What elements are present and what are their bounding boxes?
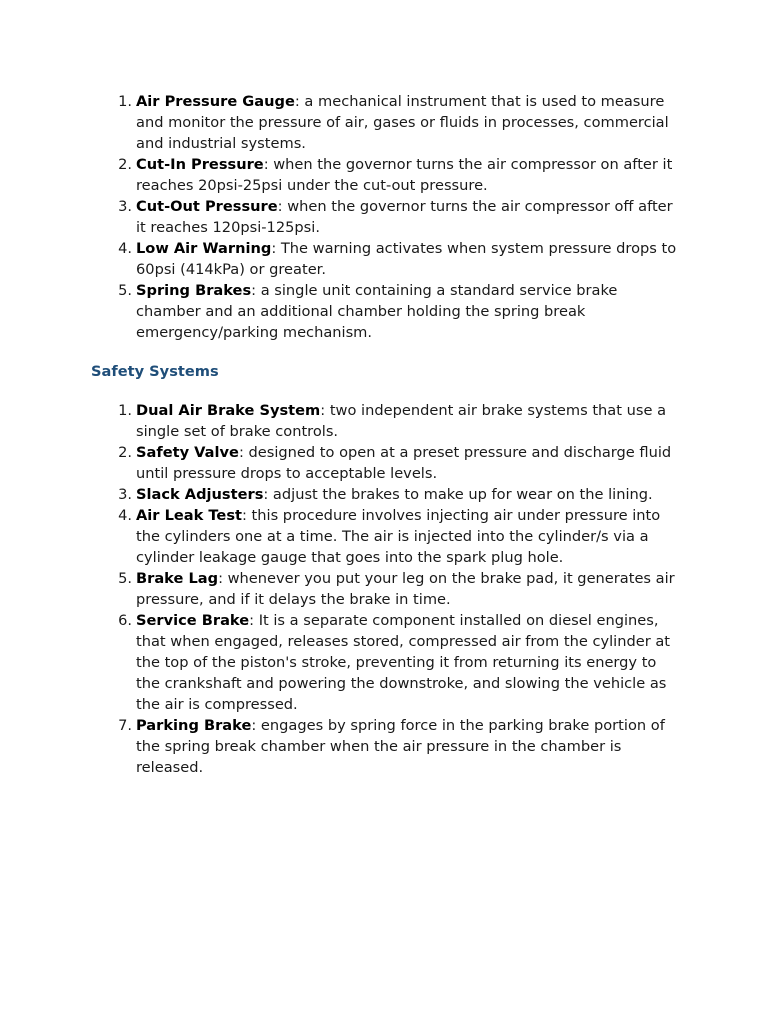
list-number: 5. <box>118 570 132 587</box>
list-item <box>118 610 681 715</box>
list-number: 2. <box>118 444 132 461</box>
list-number: 5. <box>118 282 132 299</box>
term-description: : two independent air brake systems that use a single set of brake controls. <box>136 402 667 440</box>
term-low-air-warning: Low Air Warning <box>136 240 272 257</box>
term-description: : when the governor turns the air compressor off after it reaches 120psi-125psi. <box>136 198 673 236</box>
list-item <box>118 442 681 484</box>
term-description: : when the governor turns the air compressor on after it reaches 20psi-25psi under the cut-out pressure. <box>136 156 673 194</box>
term-safety-valve: Safety Valve <box>136 444 239 461</box>
definitions-list <box>118 91 681 343</box>
term-service-brake: Service Brake <box>136 612 250 629</box>
term-air-pressure-gauge: Air Pressure Gauge <box>136 93 295 110</box>
term-spring-brakes: Spring Brakes <box>136 282 252 299</box>
term-cut-in-pressure: Cut-In Pressure <box>136 156 264 173</box>
term-description: : whenever you put your leg on the brake pad, it generates air pressure, and if it delays the brake in time. <box>136 570 675 608</box>
list-number: 3. <box>118 486 132 503</box>
term-slack-adjusters: Slack Adjusters <box>136 486 264 503</box>
list-item <box>118 505 681 568</box>
term-description: : this procedure involves injecting air under pressure into the cylinders one at a time. The air is injected into the cylinder/s via a cylinder leakage gauge that goes into the spark plug hole. <box>136 507 661 566</box>
term-description: : designed to open at a preset pressure and discharge fluid until pressure drops to acceptable levels. <box>136 444 672 482</box>
section-heading-safety-systems: Safety Systems <box>91 363 219 380</box>
list-number: 4. <box>118 507 132 524</box>
list-item <box>118 715 681 778</box>
term-description: : The warning activates when system pressure drops to 60psi (414kPa) or greater. <box>136 240 677 278</box>
list-number: 7. <box>118 717 132 734</box>
term-brake-lag: Brake Lag <box>136 570 219 587</box>
term-description: : a mechanical instrument that is used to measure and monitor the pressure of air, gases or fluids in processes, commercial and industrial systems. <box>136 93 669 152</box>
list-item <box>118 568 681 610</box>
term-description: : It is a separate component installed on diesel engines, that when engaged, releases stored, compressed air from the cylinder at the top of the piston's stroke, preventing it from returning its energy to the crankshaft and powering the downstroke, and slowing the vehicle as the air is compressed. <box>136 612 671 713</box>
term-description: : adjust the brakes to make up for wear on the lining. <box>263 486 653 503</box>
list-item <box>118 154 681 196</box>
list-number: 1. <box>118 402 132 419</box>
safety-systems-list <box>118 400 681 778</box>
term-parking-brake: Parking Brake <box>136 717 252 734</box>
term-dual-air-brake-system: Dual Air Brake System <box>136 402 321 419</box>
list-item <box>118 91 681 154</box>
list-number: 1. <box>118 93 132 110</box>
list-item <box>118 400 681 442</box>
list-number: 2. <box>118 156 132 173</box>
list-number: 3. <box>118 198 132 215</box>
term-cut-out-pressure: Cut-Out Pressure <box>136 198 278 215</box>
list-item <box>118 238 681 280</box>
list-item <box>118 196 681 238</box>
term-air-leak-test: Air Leak Test <box>136 507 242 524</box>
list-item <box>118 280 681 343</box>
list-number: 4. <box>118 240 132 257</box>
list-number: 6. <box>118 612 132 629</box>
term-description: : a single unit containing a standard service brake chamber and an additional chamber holding the spring break emergency/parking mechanism. <box>136 282 618 341</box>
list-item <box>118 484 681 505</box>
term-description: : engages by spring force in the parking brake portion of the spring break chamber when the air pressure in the chamber is released. <box>136 717 665 776</box>
